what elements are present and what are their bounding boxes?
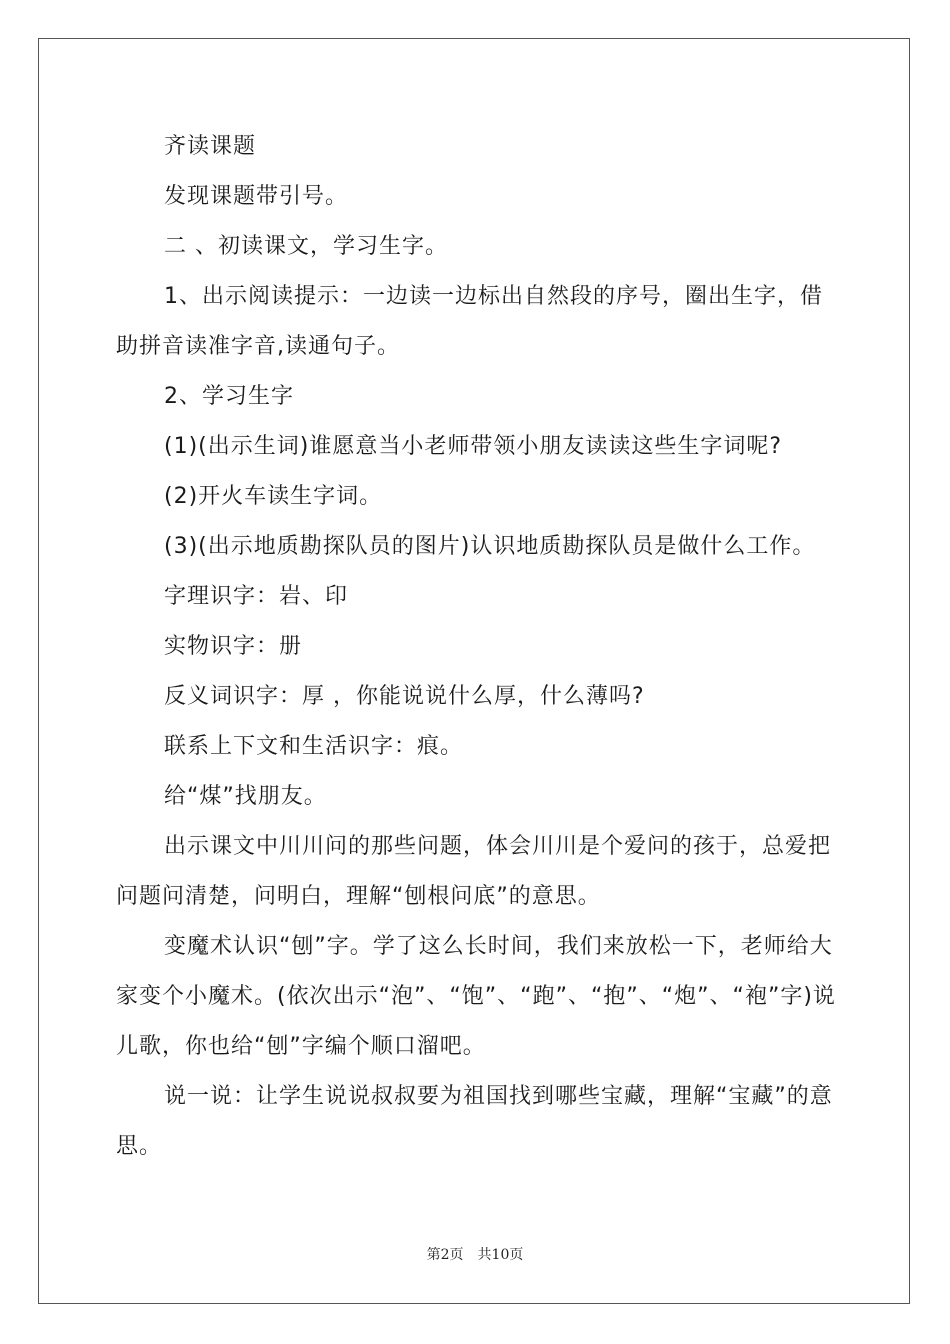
paragraph: 二 、初读课文，学习生字。 (164, 234, 448, 259)
paragraph: 联系上下文和生活识字：痕。 (164, 734, 464, 759)
paragraph: 变魔术认识“刨”字。学了这么长时间，我们来放松一下，老师给大家变个小魔术。(依次出示“泡”、“饱”、“跑”、“抱”、“炮”、“袍”字)说儿歌，你也给“刨”字编个顺口溜吧。 (116, 934, 836, 1059)
page-footer (0, 1244, 950, 1264)
paragraph: 反义词识字：厚 ，你能说说什么厚，什么薄吗? (164, 684, 645, 709)
paragraph: 字理识字：岩、印 (164, 584, 349, 609)
page-total: 共10页 (477, 1247, 524, 1263)
document-body (116, 122, 836, 1172)
paragraph: 给“煤”找朋友。 (164, 784, 327, 809)
paragraph: 齐读课题 (164, 134, 257, 159)
page-number: 第2页 (426, 1247, 464, 1263)
paragraph: (2)开火车读生字词。 (164, 484, 383, 509)
paragraph: 实物识字：册 (164, 634, 303, 659)
paragraph: (3)(出示地质勘探队员的图片)认识地质勘探队员是做什么工作。 (164, 534, 816, 559)
paragraph: (1)(出示生词)谁愿意当小老师带领小朋友读读这些生字词呢? (164, 434, 783, 459)
paragraph: 发现课题带引号。 (164, 184, 349, 209)
paragraph: 1、出示阅读提示：一边读一边标出自然段的序号，圈出生字，借助拼音读准字音,读通句子。 (116, 284, 823, 359)
paragraph: 出示课文中川川问的那些问题，体会川川是个爱问的孩于，总爱把问题问清楚，问明白，理解“刨根问底”的意思。 (116, 834, 832, 909)
paragraph: 说一说：让学生说说叔叔要为祖国找到哪些宝藏，理解“宝藏”的意思。 (116, 1084, 833, 1159)
paragraph: 2、学习生字 (164, 384, 294, 409)
